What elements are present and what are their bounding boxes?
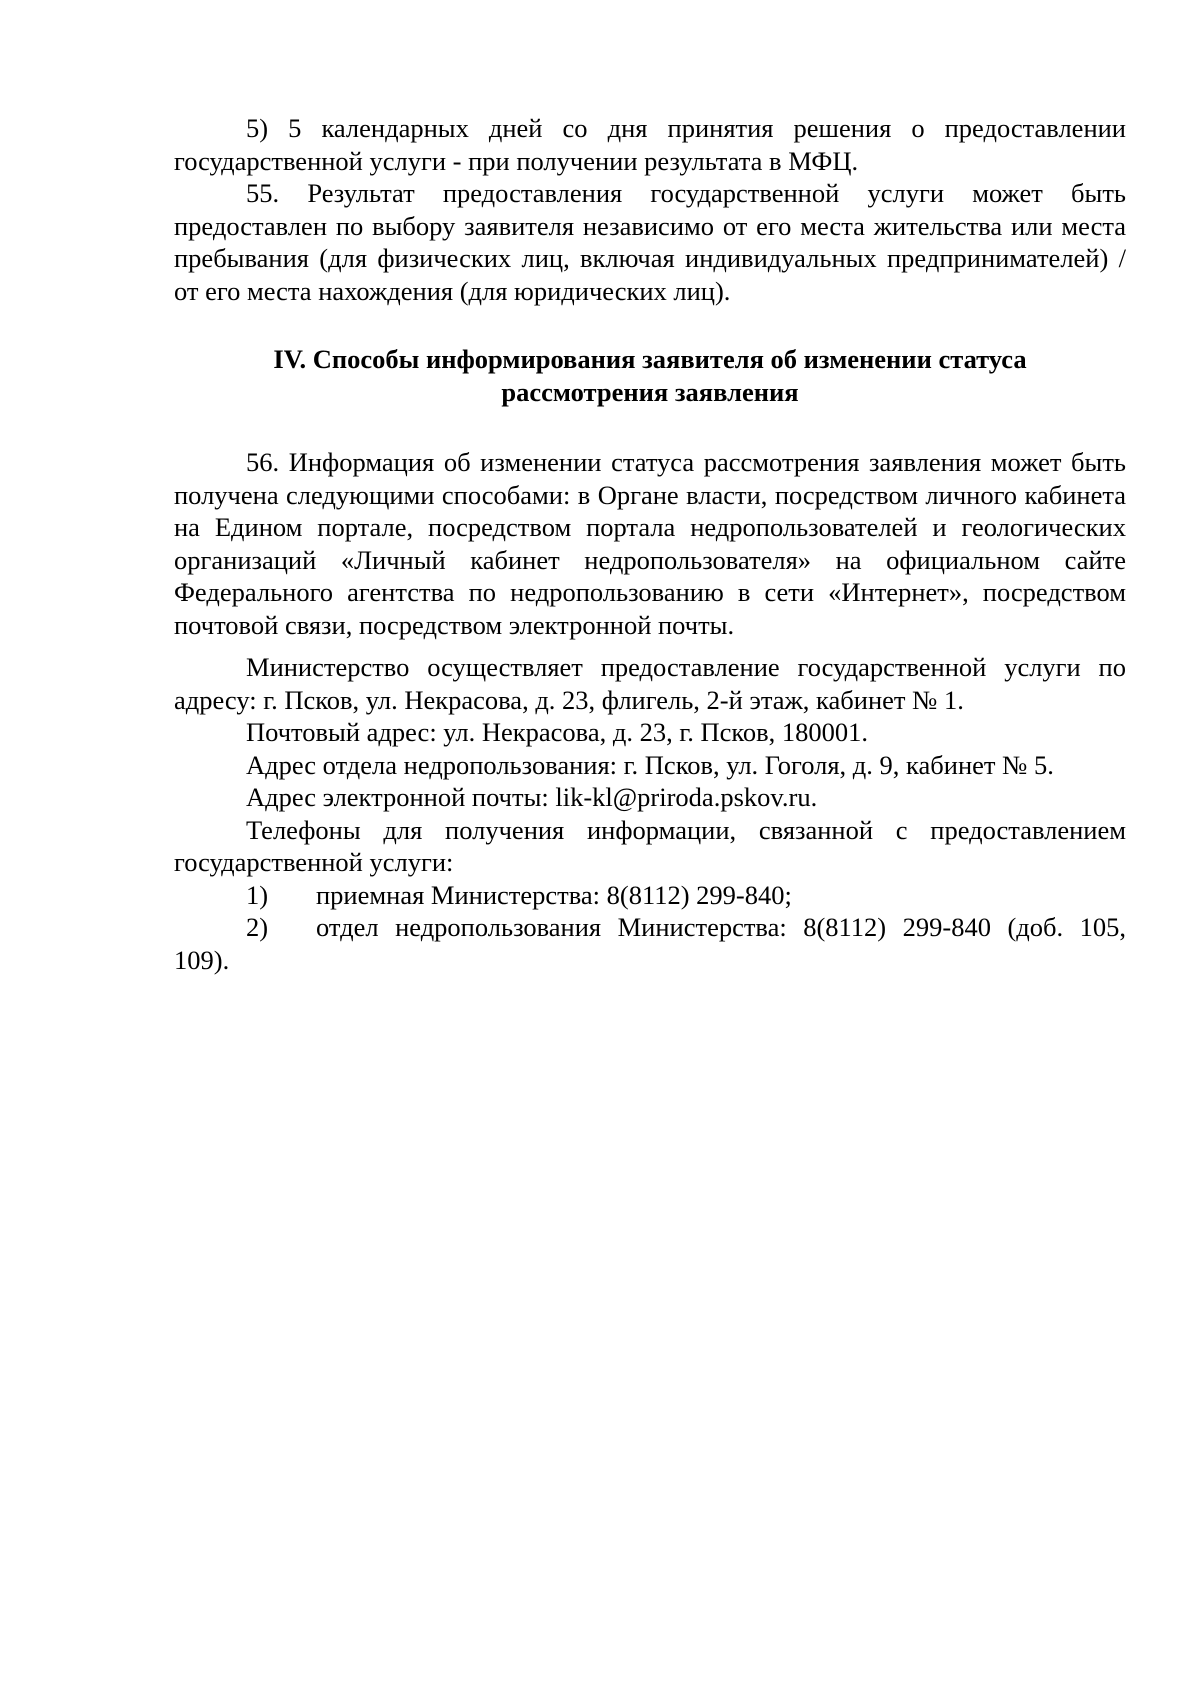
paragraph-56: 56. Информация об изменении статуса рассмотрения заявления может быть получена следующими способами: в Органе власти, посредством личного кабинета на Едином портале, посредством портала недропользователей и геологических организаций «Личный кабинет недропользователя» на официальном сайте Федерального агентства по недропользованию в сети «Интернет», посредством почтовой связи, посредством электронной почты.: [174, 447, 1126, 640]
paragraph-item-5: 5) 5 календарных дней со дня принятия решения о предоставлении государственной услуги - при получении результата в МФЦ.: [174, 113, 1126, 176]
ministry-address-paragraph: Министерство осуществляет предоставление государственной услуги по адресу: г. Псков, ул. Некрасова, д. 23, флигель, 2-й этаж, кабинет № 1.: [174, 652, 1126, 715]
postal-address-paragraph: Почтовый адрес: ул. Некрасова, д. 23, г. Псков, 180001.: [246, 717, 869, 747]
paragraph-55: 55. Результат предоставления государственной услуги может быть предоставлен по выбору заявителя независимо от его места жительства или места пребывания (для физических лиц, включая индивидуальных предпринимателей) / от его места нахождения (для юридических лиц).: [174, 178, 1126, 306]
section-heading-line-1: IV. Способы информирования заявителя об изменении статуса: [273, 344, 1027, 374]
phones-intro-paragraph: Телефоны для получения информации, связанной с предоставлением государственной услуги:: [174, 814, 1126, 877]
phone-list-item-1: [174, 879, 1126, 912]
phone-list-text-1: приемная Министерства: 8(8112) 299-840;: [316, 879, 792, 910]
section-heading-line-2: рассмотрения заявления: [501, 376, 799, 407]
section-heading: [174, 343, 1126, 408]
phone-list-item-2: [174, 911, 1126, 976]
document-page: [174, 112, 1126, 976]
email-paragraph: Адрес электронной почты: lik-kl@priroda.pskov.ru.: [246, 782, 818, 812]
phone-list-text-2: отдел недропользования Министерства: 8(8112) 299-840 (доб. 105, 109).: [174, 912, 1126, 975]
department-address-paragraph: Адрес отдела недропользования: г. Псков, ул. Гоголя, д. 9, кабинет № 5.: [246, 749, 1054, 780]
phone-list-number-1: 1): [246, 879, 269, 910]
phone-list-number-2: 2): [246, 912, 269, 942]
